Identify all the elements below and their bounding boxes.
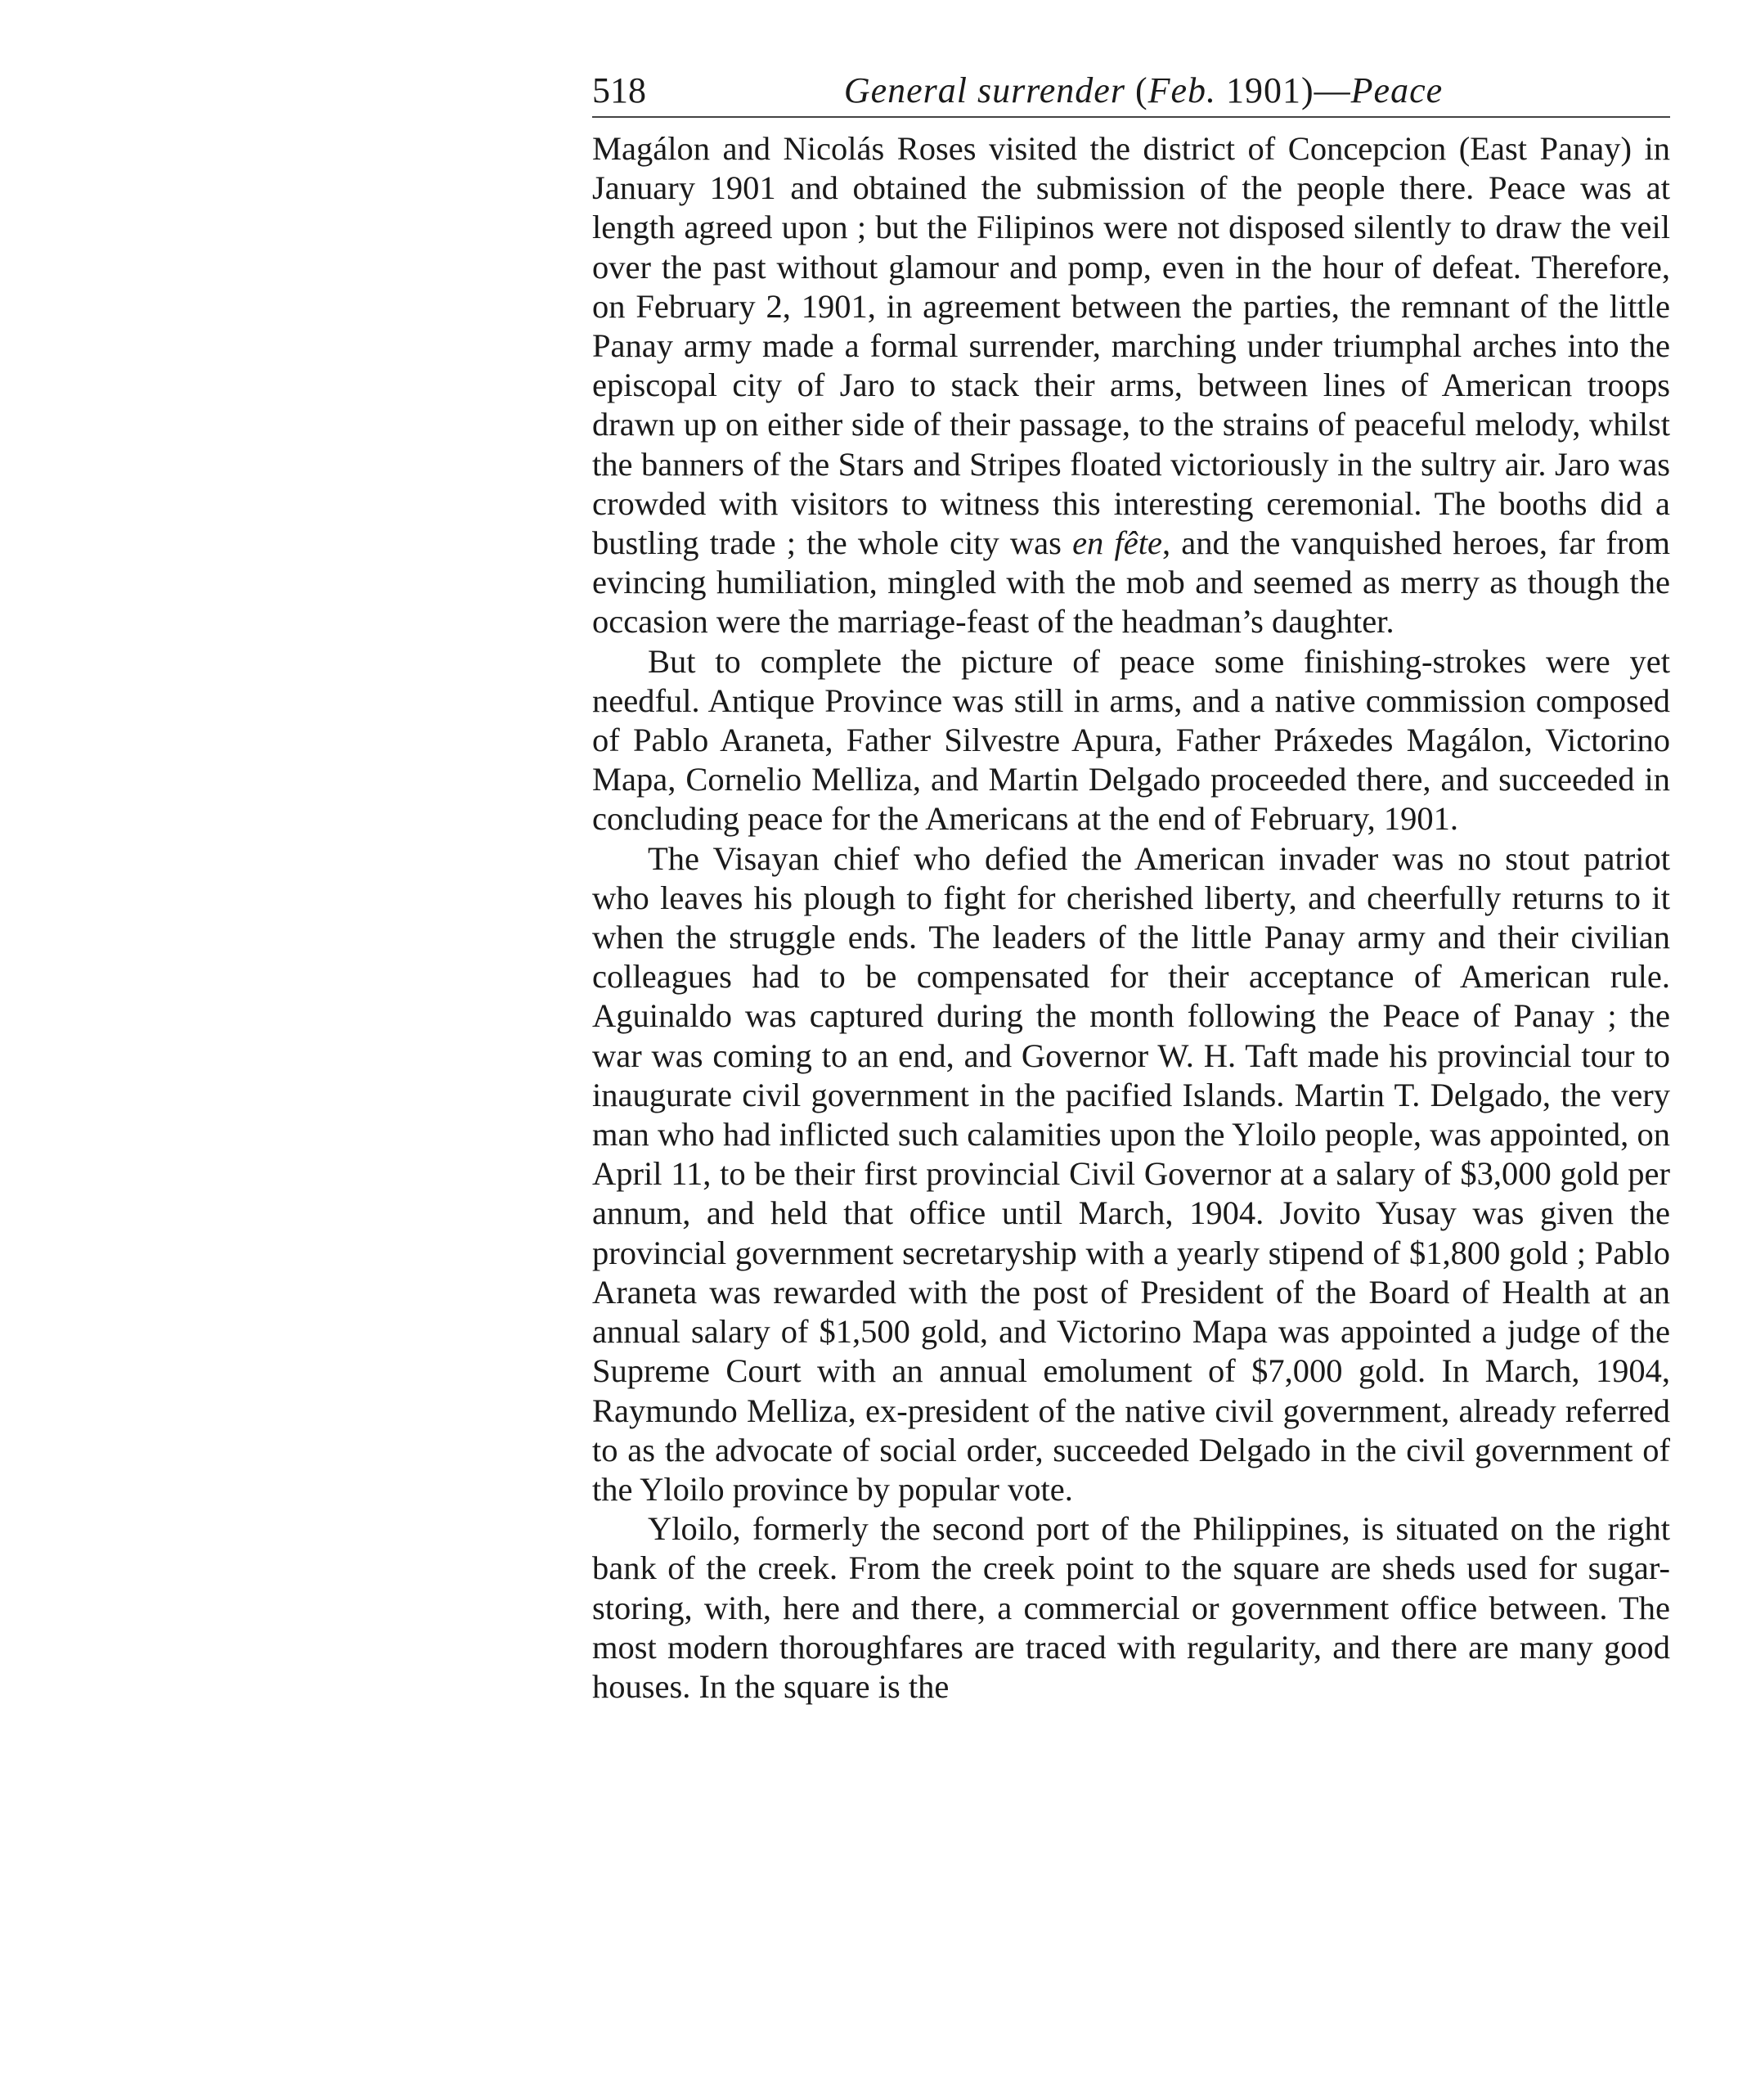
paragraph-4: Yloilo, formerly the second port of the Philippines, is situated on the right bank of the creek. From the creek point to the square are sheds used for sugar-storing, with, here and there, a commercial or government office between. The most modern thoroughfares are traced with regularity, and there are many good houses. In the square is the <box>592 1510 1670 1705</box>
heading-open-paren: ( <box>1125 70 1148 110</box>
heading-part-peace: Peace <box>1350 70 1444 110</box>
paragraph-1 <box>592 129 1670 642</box>
running-head <box>592 65 1670 118</box>
chapter-heading <box>707 65 1670 116</box>
body-text <box>592 129 1670 1707</box>
paragraph-1-text: Magálon and Nicolás Roses visited the district of Concepcion (East Panay) in January 1901 and obtained the submission of the people there. Peace was at length agreed upon ; but the Filipinos were not disposed silently to draw the veil over the past without glamour and pomp, even in the hour of defeat. Therefore, on February 2, 1901, in agreement between the parties, the remnant of the little Panay army made a formal surrender, marching under triumphal arches into the episcopal city of Jaro to stack their arms, between lines of American troops drawn up on either side of their passage, to the strains of peaceful melody, whilst the banners of the Stars and Stripes floated victoriously in the sultry air. Jaro was crowded with visitors to witness this interesting ceremonial. The booths did a bustling trade ; the whole city was <box>592 130 1670 562</box>
heading-year: 1901)— <box>1216 70 1351 110</box>
paragraph-1-text-after: , and the vanquished heroes, far from evincing humiliation, mingled with the mob and seemed as merry as though the occasion were the marriage-feast of the headman’s daughter. <box>592 524 1670 641</box>
paragraph-1-italic: en fête <box>1072 524 1162 562</box>
paragraph-3: The Visayan chief who defied the American invader was no stout patriot who leaves his plough to fight for cherished liberty, and cheerfully returns to it when the struggle ends. The leaders of the little Panay army and their civilian colleagues had to be compensated for their acceptance of American rule. Aguinaldo was captured during the month following the Peace of Panay ; the war was coming to an end, and Governor W. H. Taft made his provincial tour to inaugurate civil government in the pacified Islands. Martin T. Delgado, the very man who had inflicted such calamities upon the Yloilo people, was appointed, on April 11, to be their first provincial Civil Governor at a salary of $3,000 gold per annum, and held that office until March, 1904. Jovito Yusay was given the provincial government secretaryship with a yearly stipend of $1,800 gold ; Pablo Araneta was rewarded with the post of President of the Board of Health at an annual salary of $1,500 gold, and Victorino Mapa was appointed a judge of the Supreme Court with an annual emolument of $7,000 gold. In March, 1904, Raymundo Melliza, ex-president of the native civil government, already referred to as the advocate of social order, succeeded Delgado in the civil government of the Yloilo province by popular vote. <box>592 839 1670 1508</box>
book-page <box>592 65 1670 1707</box>
heading-part-feb: Feb. <box>1147 70 1217 110</box>
page-number: 518 <box>592 70 646 110</box>
heading-part-general-surrender: General surrender <box>843 70 1125 110</box>
paragraph-2: But to complete the picture of peace some finishing-strokes were yet needful. Antique Province was still in arms, and a native commission composed of Pablo Araneta, Father Silvestre Apura, Father Práxedes Magálon, Victorino Mapa, Cornelio Melliza, and Martin Delgado proceeded there, and succeeded in concluding peace for the Americans at the end of February, 1901. <box>592 642 1670 838</box>
